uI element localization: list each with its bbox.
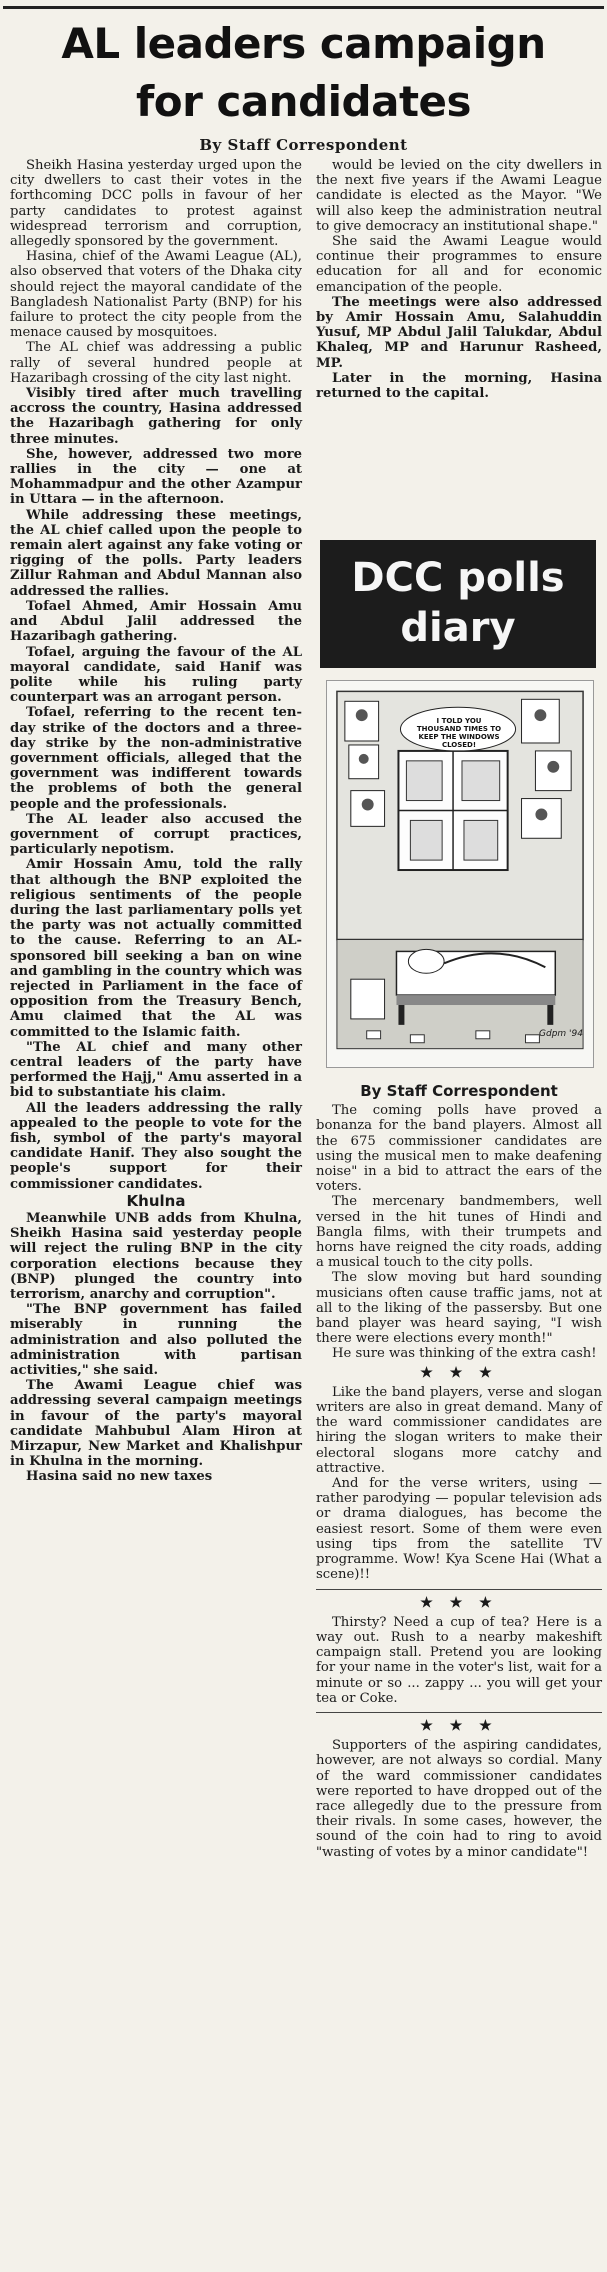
article-paragraph: While addressing these meetings, the AL chief called upon the people to remain alert against any fake voting or rigging of the polls. Party leaders Zillur Rahman and Abdul Mannan also addressed the rallies. (10, 507, 302, 599)
article-paragraph: Hasina, chief of the Awami League (AL), also observed that voters of the Dhaka city should reject the mayoral candidate of the Bangladesh Nationalist Party (BNP) for his failure to protect the city people from the menace caused by mosquitoes. (10, 249, 302, 341)
article-paragraph: Meanwhile UNB adds from Khulna, Sheikh Hasina said yesterday people will reject the ruling BNP in the city corporation elections because they (BNP) plunged the country into terrorism, anarchy and corruption". (10, 1211, 302, 1303)
diary-paragraph: The coming polls have proved a bonanza for the band players. Almost all the 675 commissioner candidates are using the musical men to make deafening noise" in a bid to attract the ears of the voters. (316, 1103, 602, 1195)
article-paragraph: would be levied on the city dwellers in the next five years if the Awami League candidate is elected as the Mayor. "We will also keep the administration neutral to give democracy an institutional shape." (316, 158, 602, 234)
top-rule (3, 6, 604, 9)
article-paragraph: She said the Awami League would continue their programmes to ensure education for all and for economic emancipation of the people. (316, 234, 602, 295)
headline-line2: for candidates (135, 77, 472, 126)
diary-title-line2: diary (400, 605, 516, 651)
article-paragraph: She, however, addressed two more rallies in the city — one at Mohammadpur and the other Azampur in Uttara — in the afternoon. (10, 446, 302, 508)
diary-paragraph: The slow moving but hard sounding musicians often cause traffic jams, not at all to the liking of the passersby. But one band player was heard saying, "I wish there were elections every month!" (316, 1270, 602, 1347)
diary-paragraph: He sure was thinking of the extra cash! (332, 1346, 597, 1362)
cartoon-illustration (326, 680, 594, 1068)
article-paragraph: Visibly tired after much travelling accross the country, Hasina addressed the Hazaribagh gathering for only three minutes. (10, 386, 302, 447)
diary-title-box (320, 540, 596, 668)
article-paragraph: All the leaders addressing the rally appealed to the people to vote for the fish, symbol of the party's mayoral candidate Hanif. They also sought the people's support for their commissioner candidates. (10, 1100, 302, 1192)
right-column-top (316, 158, 602, 401)
stars-separator: ★ ★ ★ (420, 1717, 498, 1734)
section-divider (316, 1589, 602, 1590)
article-paragraph: The AL chief was addressing a public rally of several hundred people at Hazaribagh crossing of the city last night. (10, 340, 302, 386)
article-paragraph: Tofael, referring to the recent ten-day strike of the doctors and a three-day strike by the non-administrative government officials, alleged that the government was indifferent towards the problems of both the general people and the professionals. (10, 705, 302, 812)
article-paragraph: "The BNP government has failed miserably in running the administration and also polluted the administration with partisan activities," she said. (10, 1302, 302, 1379)
left-column (10, 158, 302, 1485)
article-paragraph: Sheikh Hasina yesterday urged upon the city dwellers to cast their votes in the forthcoming DCC polls in favour of her party candidates to protest against widespread terrorism and corruption, allegedly sponsored by the government. (10, 158, 302, 250)
diary-paragraph: Supporters of the aspiring candidates, however, are not always so cordial. Many of the ward commissioner candidates were reported to have dropped out of the race allegedly due to the pressure from their rivals. In some cases, however, the sound of the coin had to ring to avoid "wasting of votes by a minor candidate"! (316, 1738, 602, 1860)
article-paragraph: The Awami League chief was addressing several campaign meetings in favour of the party's mayoral candidate Mahbubul Alam Hiron at Mirzapur, New Market and Khalishpur in Khulna in the morning. (10, 1378, 302, 1470)
diary-title-line1: DCC polls (351, 555, 565, 601)
article-paragraph: Later in the morning, Hasina returned to the capital. (316, 370, 602, 402)
diary-paragraph: Like the band players, verse and slogan writers are also in great demand. Many of the ward commissioner candidates are hiring the slogan writers to make their electoral slogans more catchy and attractive. (316, 1384, 602, 1476)
diary-paragraph: And for the verse writers, using — rather parodying — popular television ads or drama dialogues, has become the easiest resort. Some of them were even using tips from the satellite TV programme. Wow! Kya Scene Hai (What a scene)!! (316, 1476, 602, 1583)
diary-paragraph: Thirsty? Need a cup of tea? Here is a way out. Rush to a nearby makeshift campaign stall. Pretend you are looking for your name in the voter's list, wait for a minute or so ... zappy ... you will get your tea or Coke. (316, 1614, 602, 1706)
cartoon-signature: Gdpm '94 (539, 1029, 583, 1039)
diary-column (316, 1084, 602, 1860)
headline-line1: AL leaders campaign (61, 19, 546, 68)
khulna-subhead: Khulna (126, 1191, 186, 1210)
article-paragraph: The meetings were also addressed by Amir Hossain Amu, Salahuddin Yusuf, MP Abdul Jalil Talukdar, Abdul Khaleq, MP and Harunur Rasheed, MP. (316, 294, 602, 371)
article-paragraph: The AL leader also accused the government of corrupt practices, particularly nepotism. (10, 811, 302, 858)
stars-separator: ★ ★ ★ (420, 1594, 498, 1611)
section-divider (316, 1712, 602, 1713)
article-paragraph: "The AL chief and many other central leaders of the party have performed the Hajj," Amu asserted in a bid to substantiate his claim. (10, 1039, 302, 1101)
cartoon-speech-text: I TOLD YOU THOUSAND TIMES TO KEEP THE WINDOWS CLOSED! (416, 717, 502, 749)
article-paragraph: Tofael Ahmed, Amir Hossain Amu and Abdul Jalil addressed the Hazaribagh gathering. (10, 598, 302, 645)
diary-byline: By Staff Correspondent (360, 1082, 558, 1100)
article-byline: By Staff Correspondent (199, 136, 408, 154)
article-paragraph: Tofael, arguing the favour of the AL mayoral candidate, said Hanif was polite while his ruling party counterpart was an arrogant person. (10, 644, 302, 706)
stars-separator: ★ ★ ★ (420, 1364, 498, 1381)
article-paragraph: Hasina said no new taxes (26, 1469, 213, 1485)
diary-paragraph: The mercenary bandmembers, well versed in the hit tunes of Hindi and Bangla films, with their trumpets and horns have reigned the city roads, adding a musical touch to the city polls. (316, 1194, 602, 1271)
article-paragraph: Amir Hossain Amu, told the rally that although the BNP exploited the religious sentiments of the people during the last parliamentary polls yet the party was not actually committed to the cause. Referring to an AL-sponsored bill seeking a ban on wine and gambling in the country which was rejected in Parliament in the face of opposition from the Treasury Bench, Amu claimed that the AL was committed to the Islamic faith. (10, 857, 302, 1040)
